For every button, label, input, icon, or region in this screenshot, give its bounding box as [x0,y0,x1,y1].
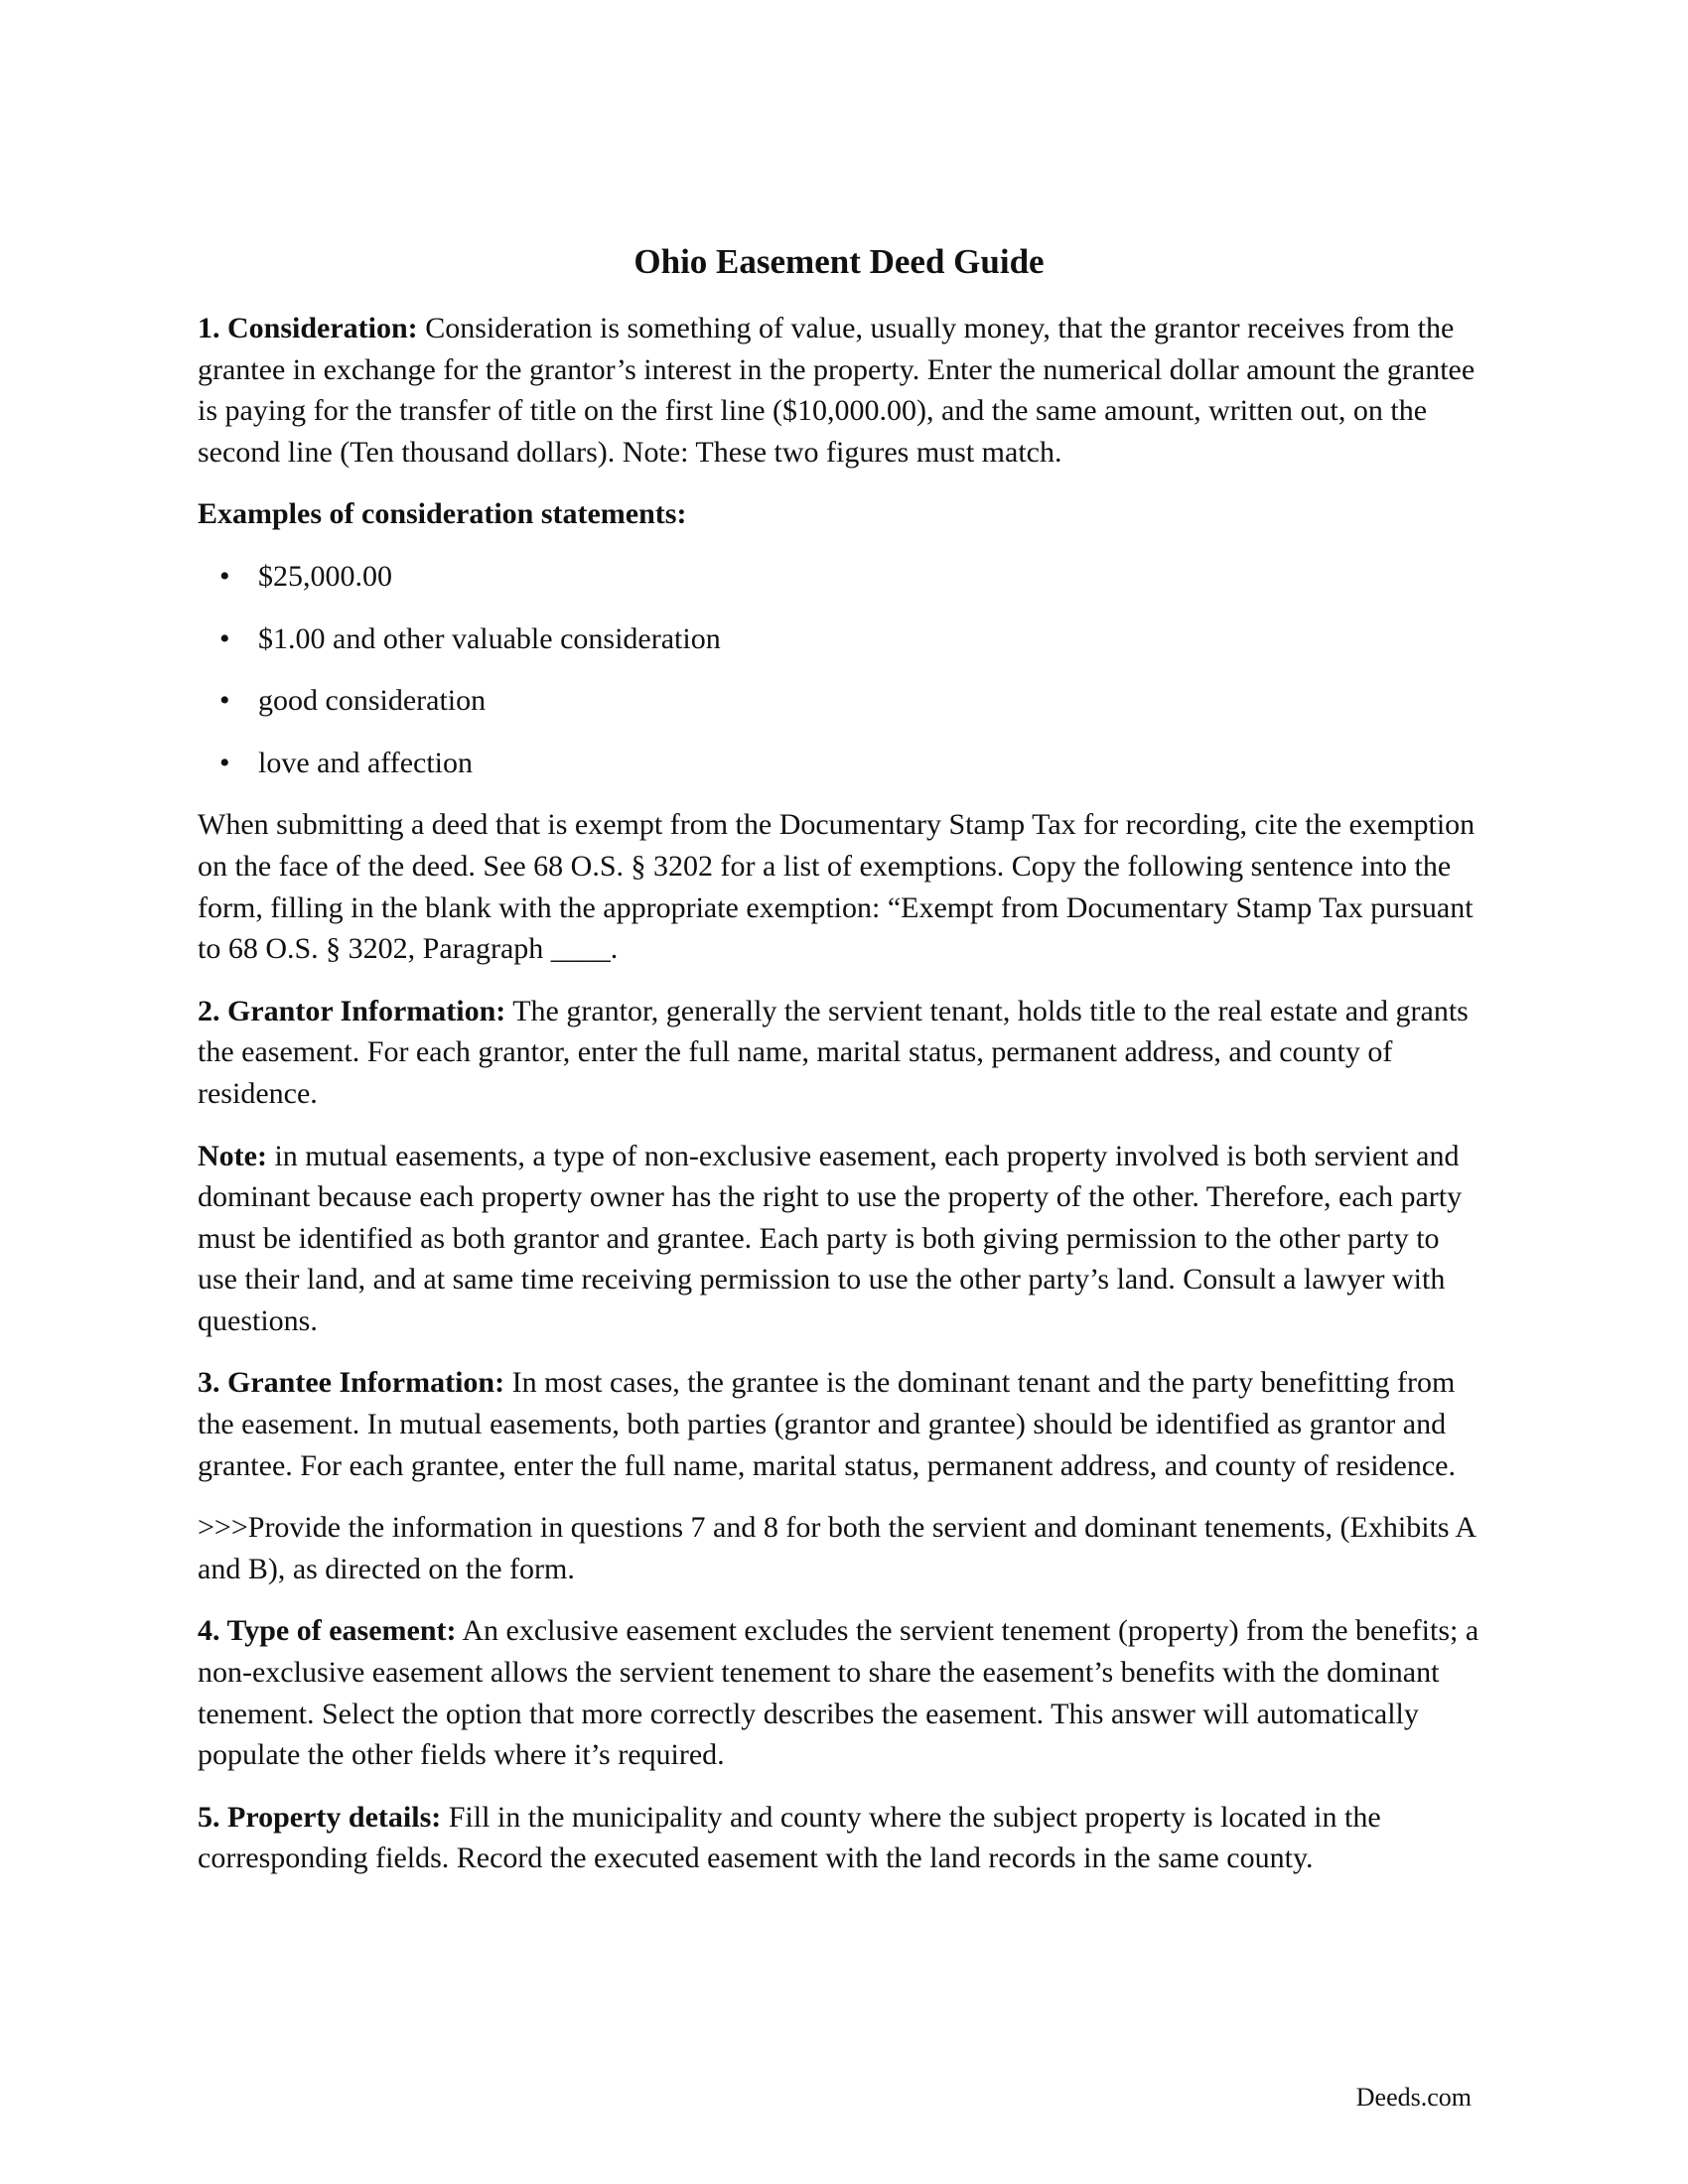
examples-heading-text: Examples of consideration statements: [198,497,687,531]
section-text: An exclusive easement excludes the servient tenement (property) from the benefits; a non-exclusive easement allows the servient tenement to share the easement’s benefits with the dominant tenement. Select the option that more correctly describes the easement. This answer will automatically populate the other fields where it’s required. [198,1614,1479,1772]
examples-heading [198,493,1480,535]
bullet-icon: • [219,559,230,593]
list-item [198,743,1480,784]
document-page [198,240,1480,1900]
grantee-paragraph [198,1362,1480,1486]
note-paragraph [198,1136,1480,1342]
list-item-text: good consideration [258,684,487,718]
bullet-icon: • [219,746,230,779]
section-heading: Note: [198,1139,267,1172]
property-paragraph [198,1797,1480,1879]
section-heading: 1. Consideration: [198,312,418,344]
list-item-text: $25,000.00 [258,559,392,593]
section-text: in mutual easements, a type of non-exclusive easement, each property involved is both servient and dominant because each property owner has the right to use the property of the other. Therefore, each party must be identified as both grantor and grantee. Each party is both giving permission to the other party to use their land, and at same time receiving permission to use the other party’s land. Consult a lawyer with questions. [198,1139,1463,1337]
footer-brand: Deeds.com [1355,2083,1472,2112]
list-item [198,556,1480,598]
section-heading: 2. Grantor Information: [198,994,506,1027]
page-title: Ohio Easement Deed Guide [633,242,1045,281]
consideration-paragraph [198,308,1480,473]
section-text: In most cases, the grantee is the dominant tenant and the party benefitting from the easement. In mutual easements, both parties (grantor and grantee) should be identified as grantor and grantee. For each grantee, enter the full name, marital status, permanent address, and county of residence. [198,1366,1456,1482]
examples-list [198,556,1480,783]
bullet-icon: • [219,684,230,718]
section-heading: 3. Grantee Information: [198,1366,505,1400]
section-text: Fill in the municipality and county where the subject property is located in the corresponding fields. Record the executed easement with the land records in the same county. [198,1800,1381,1875]
list-item [198,618,1480,660]
grantor-paragraph [198,991,1480,1115]
provide-paragraph: >>>Provide the information in questions 7 and 8 for both the servient and dominant tenements, (Exhibits A and B), as directed on the form. [198,1511,1476,1585]
list-item-text: love and affection [258,746,474,779]
type-paragraph [198,1610,1480,1775]
exemption-paragraph: When submitting a deed that is exempt from the Documentary Stamp Tax for recording, cite the exemption on the face of the deed. See 68 O.S. § 3202 for a list of exemptions. Copy the following sentence into the form, filling in the blank with the appropriate exemption: “Exempt from Documentary Stamp Tax pursuant to 68 O.S. § 3202, Paragraph ____. [198,808,1476,966]
list-item [198,680,1480,722]
section-text: The grantor, generally the servient tenant, holds title to the real estate and grants the easement. For each grantor, enter the full name, marital status, permanent address, and county of residence. [198,994,1469,1110]
bullet-icon: • [219,621,230,655]
section-text: Consideration is something of value, usually money, that the grantor receives from the grantee in exchange for the grantor’s interest in the property. Enter the numerical dollar amount the grantee is paying for the transfer of title on the first line ($10,000.00), and the same amount, written out, on the second line (Ten thousand dollars). Note: These two figures must match. [198,312,1476,469]
section-heading: 5. Property details: [198,1800,442,1834]
section-heading: 4. Type of easement: [198,1614,457,1648]
list-item-text: $1.00 and other valuable consideration [258,621,721,655]
